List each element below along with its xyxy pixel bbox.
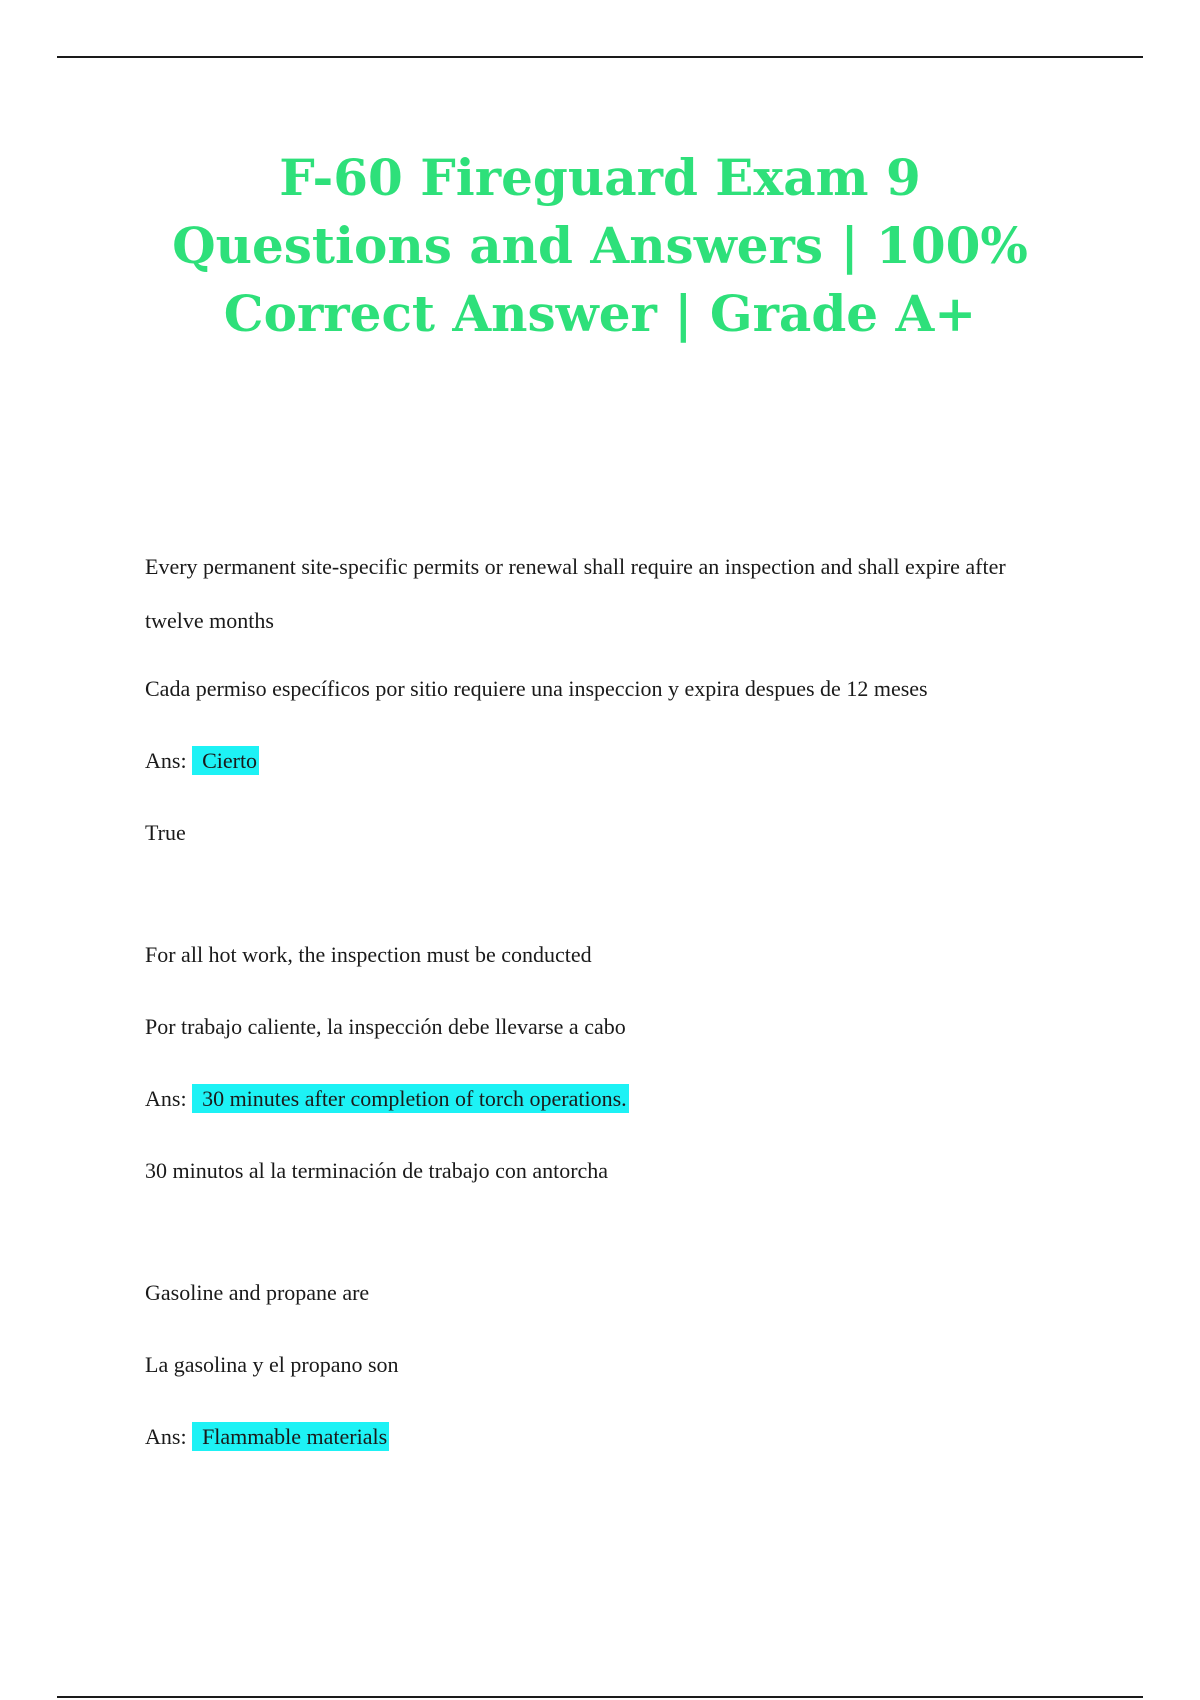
document-body <box>145 540 1065 1532</box>
question-english: Gasoline and propane are <box>145 1280 370 1305</box>
question-block <box>145 1266 1065 1464</box>
highlighted-answer: 30 minutes after completion of torch operations. <box>192 1084 629 1113</box>
question-spanish: Cada permiso específicos por sitio requiere una inspeccion y expira despues de 12 meses <box>145 676 928 701</box>
highlighted-answer: Flammable materials <box>192 1422 389 1451</box>
highlighted-answer: Cierto <box>192 746 259 775</box>
answer-line <box>145 734 1065 788</box>
question-english: Every permanent site-specific permits or renewal shall require an inspection and shall expire after twelve months <box>145 554 1006 633</box>
top-rule <box>57 56 1143 58</box>
answer-label: Ans: <box>145 748 187 773</box>
question-block <box>145 928 1065 1198</box>
bottom-rule <box>57 1696 1143 1698</box>
answer-line <box>145 1410 1065 1464</box>
question-spanish: Por trabajo caliente, la inspección debe llevarse a cabo <box>145 1014 626 1039</box>
answer-label: Ans: <box>145 1086 187 1111</box>
answer-label: Ans: <box>145 1424 187 1449</box>
answer-translation: 30 minutos al la terminación de trabajo con antorcha <box>145 1158 609 1183</box>
question-english: For all hot work, the inspection must be conducted <box>145 942 592 967</box>
answer-translation: True <box>145 820 186 845</box>
answer-line <box>145 1072 1065 1126</box>
question-spanish: La gasolina y el propano son <box>145 1352 399 1377</box>
question-block <box>145 540 1065 860</box>
document-title: F-60 Fireguard Exam 9 Questions and Answers | 100% Correct Answer | Grade A+ <box>172 148 1028 343</box>
